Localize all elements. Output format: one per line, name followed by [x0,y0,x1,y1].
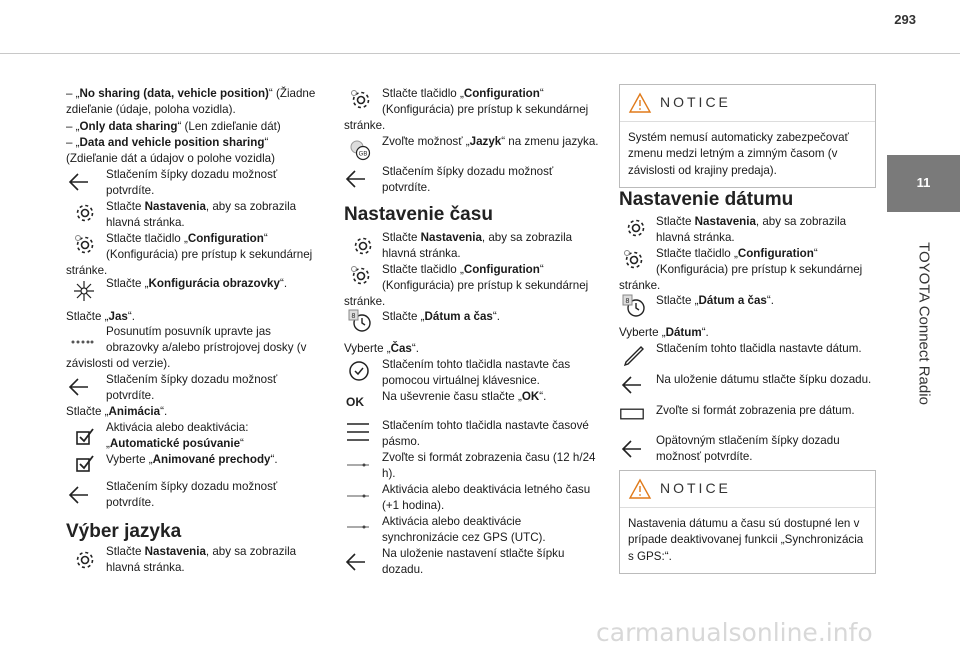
chapter-title: TOYOTA Connect Radio [915,242,933,405]
back-arrow-icon [344,550,368,574]
text-line: Stlačením šípky dozadu možnosť [382,165,554,178]
notice-body [620,508,875,573]
notice-box [619,470,876,574]
text-line: Na uloženie dátumu stlačte šípku dozadu. [656,373,872,386]
text-line: potvrdíte. [382,181,431,194]
text-line: zdieľanie (údaje, poloha vozidla). [66,103,236,116]
ok-icon: OK [346,395,364,409]
text-line: (Konfigurácia) pre prístup k sekundárnej [382,279,589,292]
back-arrow-icon [67,375,91,399]
notice-title: NOTICE [660,94,731,110]
settings-icon [73,548,97,572]
text-line: Stlačením tohto tlačidla nastavte časové [382,419,589,432]
text-line: (+1 hodina). [382,499,445,512]
text-line: Stlačením tohto tlačidla nastavte dátum. [656,342,862,355]
text-line: potvrdíte. [106,184,155,197]
text-line: Stlačte tlačidlo „Configuration“ [106,232,268,245]
back-arrow-icon [620,373,644,397]
text-line: synchronizácie cez GPS (UTC). [382,531,546,544]
text-line: Stlačte Nastavenia, aby sa zobrazila [106,545,297,558]
text-line: stránke. [619,279,661,292]
text-line: prípade deaktivovanej funkcii „Synchronizácia [628,533,864,547]
pencil-icon [622,344,646,368]
text-line: (Zdieľanie dát a údajov o polohe vozidla) [66,152,275,165]
text-line: s GPS:“. [628,549,672,563]
format-bar-icon [620,402,644,426]
text-line: Opätovným stlačením šípky dozadu [656,434,840,447]
toggle-icon [346,453,370,477]
heading-date: Nastavenie dátumu [619,189,794,210]
notice-header [620,471,875,508]
configuration-icon [73,233,97,257]
text-line: hlavná stránka. [106,216,185,229]
text-line: Systém nemusí automaticky zabezpečovať [628,131,849,144]
text-line: (Konfigurácia) pre prístup k sekundárnej [382,103,589,116]
text-line: hlavná stránka. [656,231,735,244]
back-arrow-icon [67,483,91,507]
text-line: stránke. [66,264,108,277]
text-line: potvrdíte. [106,389,155,402]
watermark: carmanualsonline.info [596,618,873,647]
text-line: závislosti od verzie). [66,357,171,370]
chapter-number: 11 [916,175,931,190]
chapter-tab [887,155,960,212]
date-time-icon [622,294,646,318]
text-line: (Konfigurácia) pre prístup k sekundárnej [656,263,863,276]
back-arrow-icon [620,437,644,461]
text-line: Zvoľte možnosť „Jazyk“ na zmenu jazyka. [382,135,599,148]
notice-header [620,85,875,122]
text-line: Stlačte Nastavenia, aby sa zobrazila [106,200,297,213]
heading-time: Nastavenie času [344,204,493,225]
svg-text:GB: GB [358,151,368,158]
text-line: (Konfigurácia) pre prístup k sekundárnej [106,248,313,261]
configuration-icon [349,88,373,112]
chapter-title-vertical [914,210,934,440]
notice-title: NOTICE [660,480,731,496]
configuration-icon [349,264,373,288]
configuration-icon [622,248,646,272]
text-line: Posunutím posuvník upravte jas [106,325,271,338]
text-line: možnosť potvrdíte. [656,450,753,463]
text-line: stránke. [344,295,386,308]
text-line: Vyberte „Animované prechody“. [106,453,278,466]
text-line: h). [382,467,396,480]
checkbox-icon [73,452,97,476]
checkbox-icon [73,425,97,449]
toggle-icon [346,484,370,508]
text-line: Stlačte „Konfigurácia obrazovky“. [106,277,288,290]
text-line: Stlačením šípky dozadu možnosť [106,480,278,493]
text-line: Stlačte Nastavenia, aby sa zobrazila [382,231,573,244]
display-brightness-icon [72,279,96,303]
settings-icon [351,234,375,258]
text-line: hlavná stránka. [382,247,461,260]
language-flag-icon [348,138,372,162]
text-line: obrazovky a/alebo prístrojovej dosky (v [106,341,307,354]
text-line: „Automatické posúvanie“ [106,437,244,450]
warning-icon [628,92,652,114]
text-line: stránke. [344,119,386,132]
text-line: Stlačte Nastavenia, aby sa zobrazila [656,215,847,228]
slider-dots-icon [70,330,94,354]
svg-text:8: 8 [625,298,630,305]
header-divider [0,53,960,54]
text-line: Aktivácia alebo deaktivácie [382,515,522,528]
text-line: Stlačte „Dátum a čas“. [382,310,500,323]
text-line: Vyberte „Dátum“. [619,326,709,339]
text-line: Zvoľte si formát zobrazenia pre dátum. [656,404,855,417]
text-line: hlavná stránka. [106,561,185,574]
clock-edit-icon [347,359,371,383]
text-line: pomocou virtuálnej klávesnice. [382,374,540,387]
text-line: – „Only data sharing“ (Len zdieľanie dát) [66,120,281,133]
text-line: Na uloženie nastavení stlačte šípku [382,547,565,560]
settings-icon [73,201,97,225]
text-line: zmenu medzi letným a zimným časom (v [628,147,838,161]
text-line: Stlačením šípky dozadu možnosť [106,373,278,386]
text-line: potvrdíte. [106,496,155,509]
warning-icon [628,478,652,500]
text-line: Stlačením šípky dozadu možnosť [106,168,278,181]
text-line: – „No sharing (data, vehicle position)“ (Žiadne [66,87,316,100]
text-line: závislosti od krajiny predaja). [628,163,777,177]
text-line: Stlačením tohto tlačidla nastavte čas [382,358,571,371]
back-arrow-icon [344,167,368,191]
notice-body [620,122,875,187]
text-line: dozadu. [382,563,424,576]
back-arrow-icon [67,170,91,194]
svg-text:8: 8 [351,313,356,320]
text-line: Na uševrenie času stlačte „OK“. [382,390,547,403]
text-line: Zvoľte si formát zobrazenia času (12 h/24 [382,451,596,464]
text-line: Stlačte „Dátum a čas“. [656,294,774,307]
text-line: – „Data and vehicle position sharing“ [66,136,269,149]
notice-box [619,84,876,188]
settings-icon [624,216,648,240]
text-line: Stlačte tlačidlo „Configuration“ [656,247,818,260]
text-line: pásmo. [382,435,421,448]
text-line: Aktivácia alebo deaktivácia: [106,421,249,434]
page-number: 293 [894,12,916,27]
heading-language: Výber jazyka [66,521,182,542]
text-line: Nastavenia dátumu a času sú dostupné len v [628,517,860,530]
menu-lines-icon [346,420,370,444]
text-line: Stlačte tlačidlo „Configuration“ [382,87,544,100]
toggle-icon [346,515,370,539]
text-line: Stlačte „Jas“. [66,310,135,323]
date-time-icon [348,309,372,333]
text-line: Stlačte „Animácia“. [66,405,168,418]
text-line: Stlačte tlačidlo „Configuration“ [382,263,544,276]
text-line: Vyberte „Čas“. [344,342,419,355]
text-line: Aktivácia alebo deaktivácia letného času [382,483,591,496]
